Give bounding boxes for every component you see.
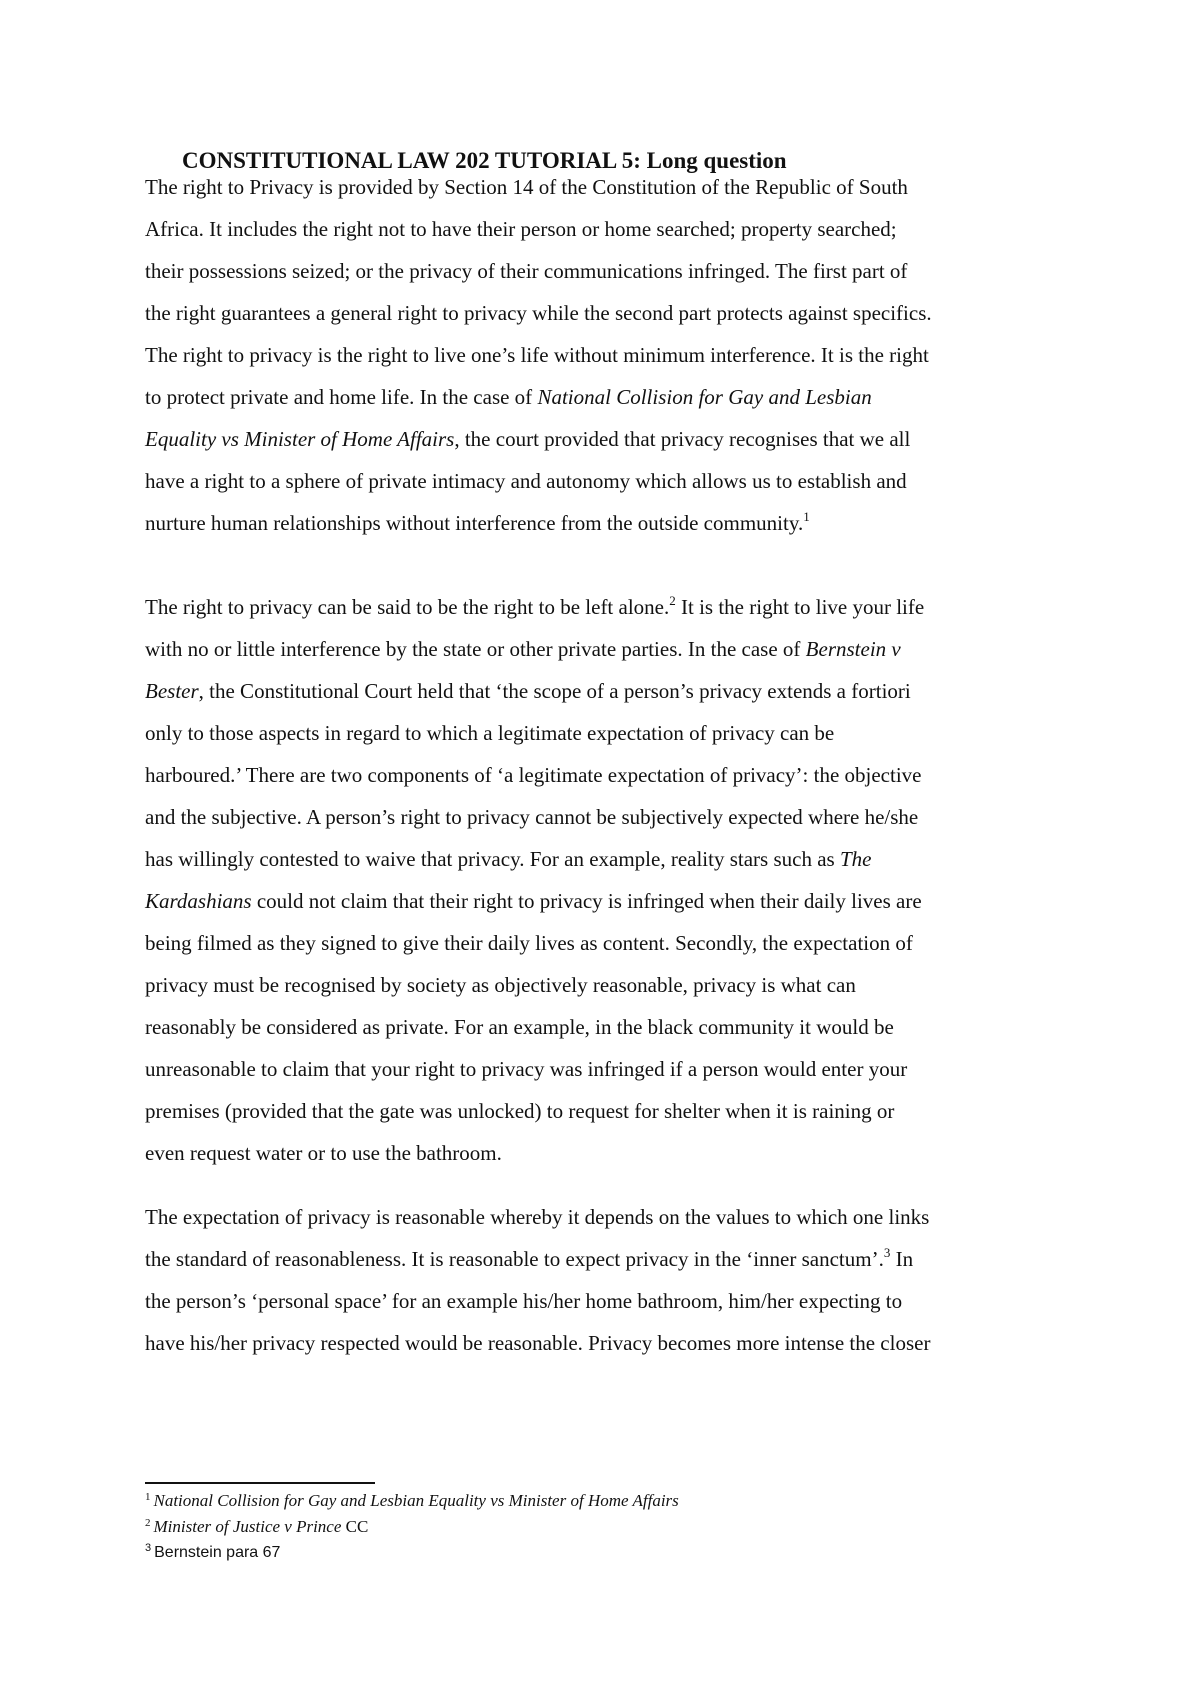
footnote-number: 3 [145,1542,152,1554]
footnote-1 [145,1488,1075,1514]
text-run: the person’s ‘personal space’ for an example his/her home bathroom, him/her expecting to [145,1289,903,1313]
text-run: could not claim that their right to privacy is infringed when their daily lives are [251,889,922,913]
text-run: It is the right to live your life [675,595,925,619]
footnote-text: Minister of Justice v Prince [153,1517,342,1536]
text-run: nurture human relationships without interference from the outside community. [145,511,804,535]
text-run: have his/her privacy respected would be reasonable. Privacy becomes more intense the closer [145,1331,931,1355]
footnote-3 [145,1540,1075,1566]
text-line [145,1280,1075,1322]
footnote-number: 2 [145,1517,151,1529]
text-line [145,334,1075,376]
text-run: to protect private and home life. In the case of [145,385,538,409]
paragraph-1 [145,166,1075,544]
text-line [145,964,1075,1006]
text-run: In [890,1247,914,1271]
text-line [145,1132,1075,1174]
text-line [145,796,1075,838]
text-line [145,1048,1075,1090]
text-run: only to those aspects in regard to which a legitimate expectation of privacy can be [145,721,835,745]
footnote-ref: 1 [803,509,810,524]
text-run: The right to privacy can be said to be the right to be left alone. [145,595,670,619]
footnote-2 [145,1514,1075,1540]
document-title: CONSTITUTIONAL LAW 202 TUTORIAL 5: Long question [182,148,787,173]
footnote-number: 1 [145,1491,151,1503]
text-line [145,1006,1075,1048]
text-run: unreasonable to claim that your right to privacy was infringed if a person would enter your [145,1057,908,1081]
text-run: have a right to a sphere of private intimacy and autonomy which allows us to establish and [145,469,907,493]
text-run: with no or little interference by the state or other private parties. In the case of [145,637,806,661]
text-line [145,292,1075,334]
text-run: The expectation of privacy is reasonable whereby it depends on the values to which one links [145,1205,930,1229]
text-line [145,754,1075,796]
text-line [145,502,1075,544]
text-run: even request water or to use the bathroom. [145,1141,502,1165]
text-run: , the court provided that privacy recognises that we all [454,427,911,451]
footnote-tail: CC [341,1517,369,1536]
text-run: reasonably be considered as private. For an example, in the black community it would be [145,1015,894,1039]
footnote-text: National Collision for Gay and Lesbian Equality vs Minister of Home Affairs [153,1491,679,1510]
text-line [145,1238,1075,1280]
text-run: premises (provided that the gate was unlocked) to request for shelter when it is raining or [145,1099,895,1123]
text-line [145,376,1075,418]
text-line [145,1196,1075,1238]
text-run: , the Constitutional Court held that ‘the scope of a person’s privacy extends a fortiori [198,679,911,703]
text-run: being filmed as they signed to give their daily lives as content. Secondly, the expectation of [145,931,913,955]
italic-text: Equality vs Minister of Home Affairs [145,427,455,451]
text-line [145,628,1075,670]
text-run: has willingly contested to waive that privacy. For an example, reality stars such as [145,847,840,871]
text-run: Africa. It includes the right not to have their person or home searched; property searched; [145,217,897,241]
text-run: The right to privacy is the right to live one’s life without minimum interference. It is the right [145,343,929,367]
text-run: and the subjective. A person’s right to privacy cannot be subjectively expected where he/she [145,805,919,829]
italic-text: Kardashians [145,889,252,913]
text-run: the right guarantees a general right to privacy while the second part protects against specifics. [145,301,932,325]
text-line [145,250,1075,292]
text-run: harboured.’ There are two components of ‘a legitimate expectation of privacy’: the objective [145,763,922,787]
text-line [145,838,1075,880]
text-line [145,418,1075,460]
text-run: their possessions seized; or the privacy of their communications infringed. The first part of [145,259,908,283]
italic-text: Bester [145,679,199,703]
footnote-ref: 2 [669,593,676,608]
italic-text: National Collision for Gay and Lesbian [537,385,872,409]
text-line [145,670,1075,712]
italic-text: The [839,847,872,871]
footnotes [145,1488,1075,1566]
footnote-ref: 3 [883,1245,891,1260]
text-line [145,460,1075,502]
text-run: the standard of reasonableness. It is reasonable to expect privacy in the ‘inner sanctum’. [145,1247,884,1271]
text-line [145,586,1075,628]
paragraph-3 [145,1196,1075,1364]
text-line [145,1090,1075,1132]
text-line [145,166,1075,208]
text-run: privacy must be recognised by society as objectively reasonable, privacy is what can [145,973,856,997]
text-line [145,1322,1075,1364]
text-line [145,712,1075,754]
footnote-divider [145,1482,375,1484]
paragraph-2 [145,586,1075,1174]
text-line [145,208,1075,250]
text-line [145,922,1075,964]
text-line [145,880,1075,922]
text-run: The right to Privacy is provided by Section 14 of the Constitution of the Republic of South [145,175,908,199]
italic-text: Bernstein v [805,637,901,661]
footnote-text: Bernstein para 67 [154,1544,281,1561]
